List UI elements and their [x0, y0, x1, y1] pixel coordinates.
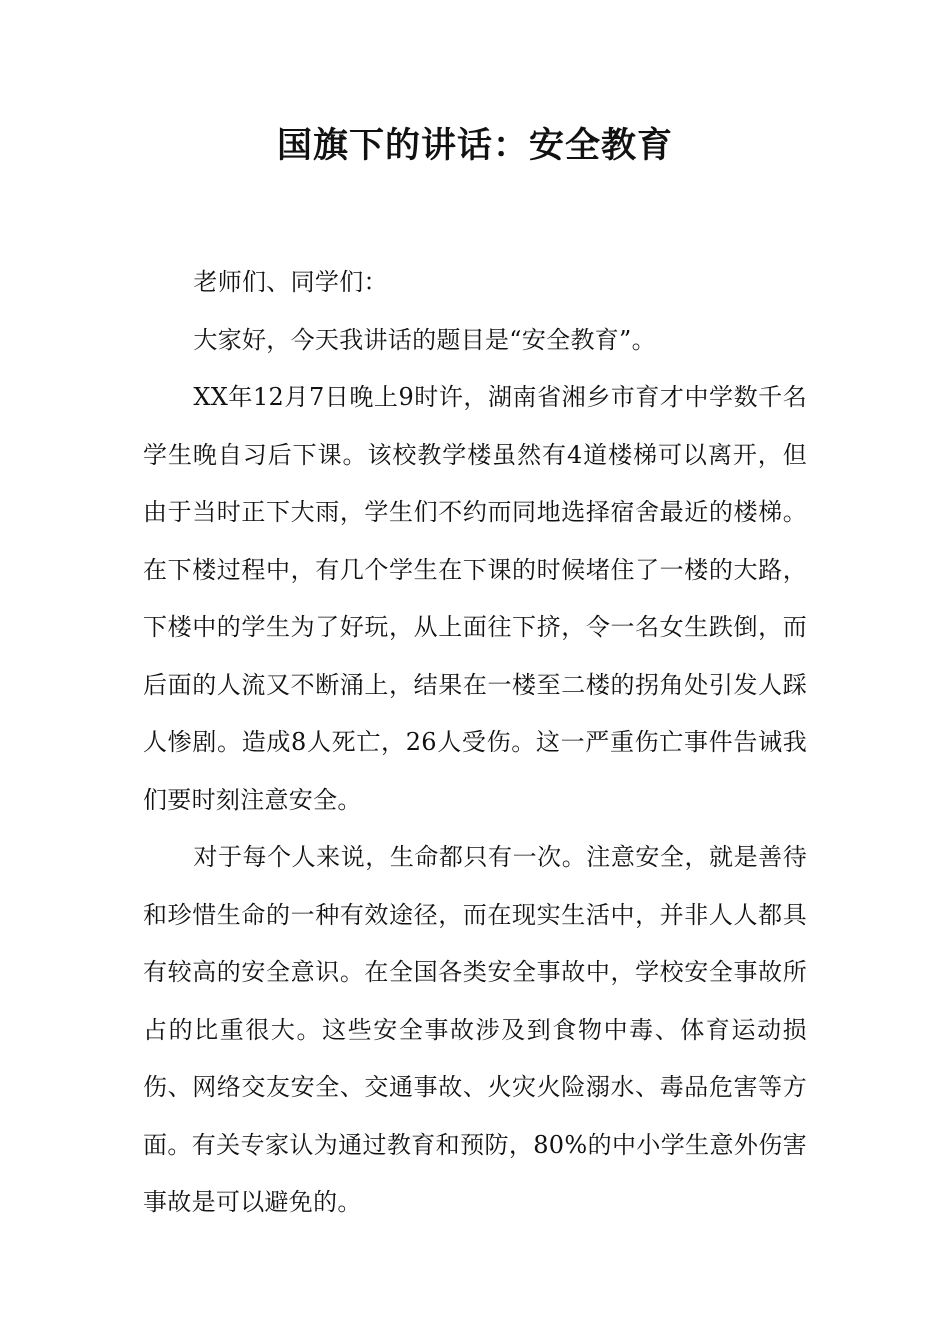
- salutation-paragraph: 老师们、同学们：: [193, 268, 388, 296]
- safety-awareness-paragraph: 对于每个人来说，生命都只有一次。注意安全，就是善待和珍惜生命的一种有效途径，而在现实生活中，并非人人都具有较高的安全意识。在全国各类安全事故中，学校安全事故所占的比重很大。这些安全事故涉及到食物中毒、体育运动损伤、网络交友安全、交通事故、火灾火险溺水、毒品危害等方面。有关专家认为通过教育和预防，80%的中小学生意外伤害事故是可以避免的。: [143, 843, 807, 1216]
- greeting-paragraph: 大家好，今天我讲话的题目是“安全教育”。: [193, 325, 656, 354]
- page-title: 国旗下的讲话：安全教育: [276, 126, 673, 166]
- document-body: [143, 254, 807, 1232]
- incident-paragraph: XX年12月7日晚上9时许，湖南省湘乡市育才中学数千名学生晚自习后下课。该校教学楼虽然有4道楼梯可以离开，但由于当时正下大雨，学生们不约而同地选择宿舍最近的楼梯。在下楼过程中，有几个学生在下课的时候堵住了一楼的大路，下楼中的学生为了好玩，从上面往下挤，令一名女生跌倒，而后面的人流又不断涌上，结果在一楼至二楼的拐角处引发人踩人惨剧。造成8人死亡，26人受伤。这一严重伤亡事件告诫我们要时刻注意安全。: [143, 383, 807, 814]
